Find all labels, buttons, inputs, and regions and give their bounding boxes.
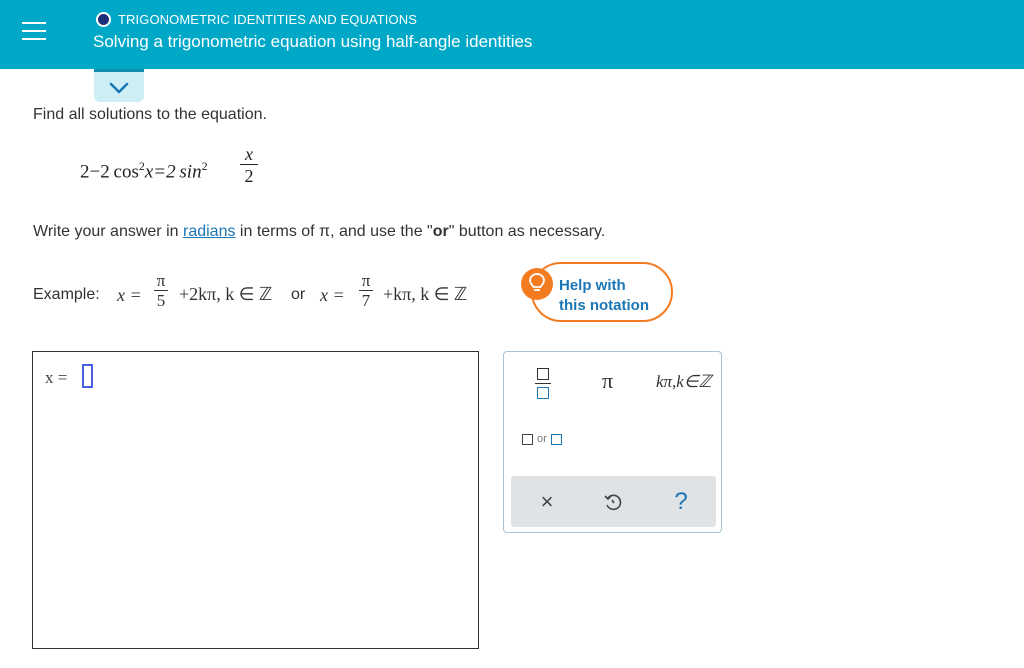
lightbulb-icon [521,268,553,300]
clear-button[interactable]: × [540,488,554,514]
keypad-action-bar [511,476,716,527]
or-key-label: or [537,433,547,445]
fraction-denominator: 2 [244,166,254,186]
chevron-down-icon [108,80,130,96]
undo-button[interactable] [583,476,643,527]
header-bar [0,0,1024,69]
example-var1: x = [117,285,142,305]
section-name: TRIGONOMETRIC IDENTITIES AND EQUATIONS [118,11,417,27]
math-keypad [503,351,722,533]
example-tail-2: +kπ, k ∈ ℤ [383,284,468,304]
equation-exponent-a: 2 [138,159,145,173]
answer-format-instruction [33,223,605,241]
or-key[interactable] [522,433,562,445]
radians-link[interactable]: radians [182,223,236,240]
help-line-1: Help with [559,277,626,294]
fraction-key[interactable] [534,368,554,402]
example-fraction-2: π 7 [359,272,373,311]
instruction-text: Find all solutions to the equation. [33,106,267,123]
example-fraction-1: π 5 [154,272,168,311]
pi-key[interactable]: π [602,368,614,393]
help-line-2: this notation [559,297,649,314]
equation-lhs-b: x=2 sin [144,161,202,183]
write-pre: Write your answer in [33,223,183,240]
help-notation-button[interactable] [531,262,673,322]
equation-exponent-b: 2 [201,159,208,173]
example-or: or [291,286,306,303]
undo-icon [603,492,623,512]
example-label: Example: [33,286,100,303]
write-mid: in terms of π, and use the " [235,223,433,240]
example-line [33,272,503,322]
equation-lhs-a: 2−2 cos [80,161,139,183]
answer-input[interactable] [82,364,93,388]
progress-circle-icon [96,12,111,27]
collapse-header-button[interactable] [94,69,144,102]
help-question-button[interactable]: ? [674,487,688,515]
k-pi-integer-key[interactable]: kπ,k∈ℤ [656,372,712,391]
write-post: " button as necessary. [448,223,606,240]
section-line [96,11,417,27]
menu-icon[interactable] [22,20,46,42]
fraction-numerator: x [245,144,253,164]
example-var2: x = [320,285,345,305]
write-bold-or: or [432,223,449,240]
topic-title: Solving a trigonometric equation using half-angle identities [93,32,533,51]
equation-main [80,159,208,183]
answer-area[interactable] [32,351,479,649]
answer-label: x = [45,368,68,387]
example-tail-1: +2kπ, k ∈ ℤ [179,284,273,304]
help-notation-label [559,276,649,316]
equation-fraction [240,145,258,186]
